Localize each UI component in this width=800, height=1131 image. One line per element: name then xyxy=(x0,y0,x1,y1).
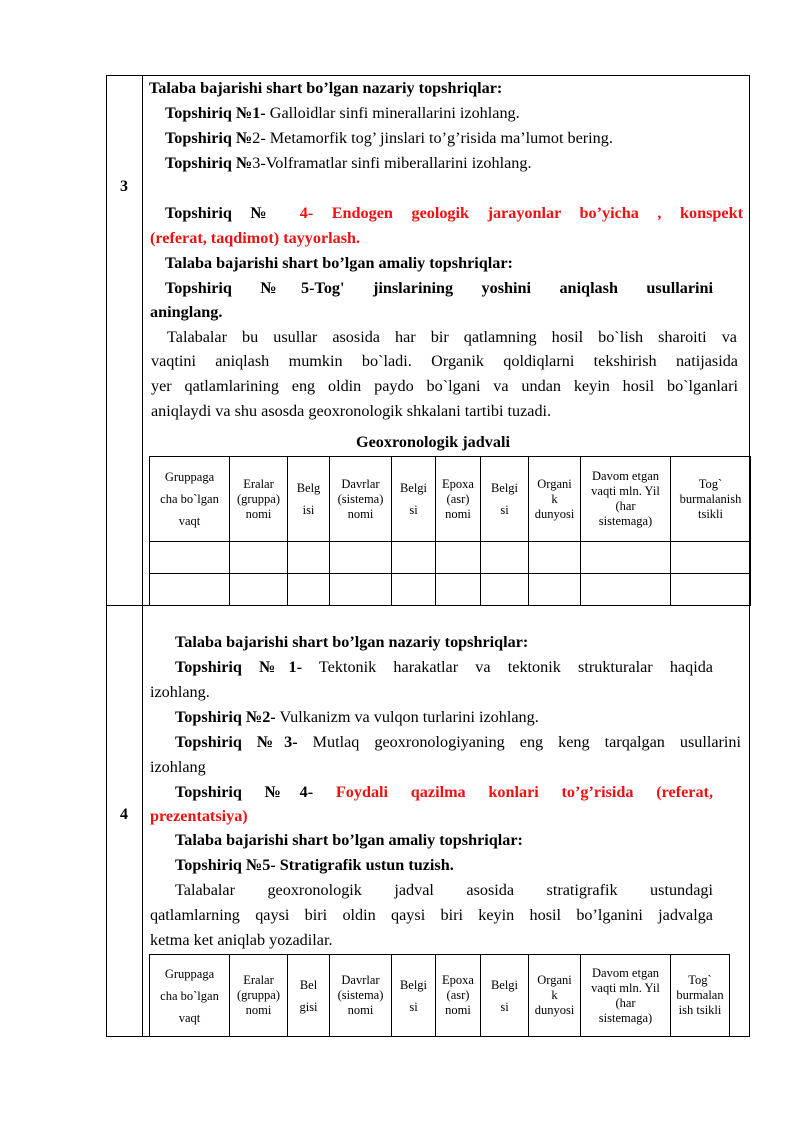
header-cell: Davom etgan vaqti mln. Yil (har sistemaga) xyxy=(581,457,671,542)
header-cell: Belg isi xyxy=(288,457,330,542)
header-cell: Gruppaga cha bo`lgan vaqt xyxy=(150,955,230,1037)
header-cell: Organi k dunyosi xyxy=(529,955,581,1037)
row4-theory-heading: Talaba bajarishi shart bo’lgan nazariy topshriqlar: xyxy=(175,633,529,651)
row4-task1-line1: Topshiriq №1- Tektonik harakatlar va tektonik strukturalar haqida xyxy=(175,658,713,676)
row3-practice-heading: Talaba bajarishi shart bo’lgan amaliy topshriqlar: xyxy=(165,254,513,272)
header-cell: Davrlar (sistema) nomi xyxy=(330,457,392,542)
column-divider xyxy=(142,75,143,1037)
row4-paragraph-line3: ketma ket aniqlab yozadilar. xyxy=(150,931,333,949)
row3-task1: Topshiriq №1- Galloidlar sinfi minerallarini izohlang. xyxy=(165,104,520,122)
header-cell: Belgi si xyxy=(481,955,529,1037)
row3-paragraph-line2: vaqtini aniqlash mumkin bo`ladi. Organik qoldiqlarni tekshirish natijasida xyxy=(151,352,738,370)
row4-task5: Topshiriq №5- Stratigrafik ustun tuzish. xyxy=(175,856,454,874)
row3-paragraph-line4: aniqlaydi va shu asosda geoxronologik shkalani tartibi tuzadi. xyxy=(151,402,552,420)
row3-paragraph-line1: Talabalar bu usullar asosida har bir qatlamning hosil bo`lish sharoiti va xyxy=(167,328,737,346)
row3-paragraph-line3: yer qatlamlarining eng oldin paydo bo`lgani va undan keyin hosil bo`lganlari xyxy=(151,377,738,395)
table-row xyxy=(150,542,751,574)
row4-task4-line1: Topshiriq №4- Foydali qazilma konlari to’g’risida (referat, xyxy=(175,783,713,801)
header-cell: Tog` burmalanish tsikli xyxy=(671,457,751,542)
header-cell: Eralar (gruppa) nomi xyxy=(230,955,288,1037)
header-cell: Epoxa (asr) nomi xyxy=(436,457,481,542)
header-cell: Organi k dunyosi xyxy=(529,457,581,542)
geochronology-table-2 xyxy=(149,954,730,1037)
row3-task2: Topshiriq №2- Metamorfik tog’ jinslari to’g’risida ma’lumot bering. xyxy=(165,129,613,147)
row4-task2: Topshiriq №2- Vulkanizm va vulqon turlarini izohlang. xyxy=(175,708,539,726)
row4-practice-heading: Talaba bajarishi shart bo’lgan amaliy topshriqlar: xyxy=(175,831,523,849)
header-cell: Davrlar (sistema) nomi xyxy=(330,955,392,1037)
row-number-4: 4 xyxy=(120,806,128,823)
header-cell: Belgi si xyxy=(392,955,436,1037)
header-cell: Epoxa (asr) nomi xyxy=(436,955,481,1037)
table-title: Geoxronologik jadvali xyxy=(356,433,510,451)
header-cell: Belgi si xyxy=(481,457,529,542)
header-cell: Belgi si xyxy=(392,457,436,542)
row4-task4-line2: prezentatsiya) xyxy=(150,807,248,825)
row3-task4-line2: (referat, taqdimot) tayyorlash. xyxy=(150,229,361,247)
row3-task4-line1: Topshiriq № 4- Endogen geologik jarayonlar bo’yicha , konspekt xyxy=(165,204,743,222)
row4-paragraph-line2: qatlamlarning qaysi biri oldin qaysi biri keyin hosil bo’lganini jadvalga xyxy=(150,906,713,924)
header-cell: Gruppaga cha bo`lgan vaqt xyxy=(150,457,230,542)
header-cell: Eralar (gruppa) nomi xyxy=(230,457,288,542)
row-number-3: 3 xyxy=(120,178,128,195)
header-cell: Tog` burmalan ish tsikli xyxy=(671,955,730,1037)
row3-theory-heading: Talaba bajarishi shart bo’lgan nazariy topshriqlar: xyxy=(149,79,503,97)
row3-task5-line1: Topshiriq №5-Tog' jinslarining yoshini aniqlash usullarini xyxy=(165,279,713,297)
row3-task5-line2: aninglang. xyxy=(150,303,223,321)
row4-paragraph-line1: Talabalar geoxronologik jadval asosida stratigrafik ustundagi xyxy=(175,881,713,899)
header-cell: Davom etgan vaqti mln. Yil (har sistemaga) xyxy=(581,955,671,1037)
row3-task3: Topshiriq №3-Volframatlar sinfi miberallarini izohlang. xyxy=(165,154,532,172)
row4-task3-line1: Topshiriq №3- Mutlaq geoxronologiyaning eng keng tarqalgan usullarini xyxy=(175,733,741,751)
row4-task3-line2: izohlang xyxy=(150,758,206,776)
header-cell: Bel gisi xyxy=(288,955,330,1037)
row4-task1-line2: izohlang. xyxy=(150,683,210,701)
table-row xyxy=(150,574,751,606)
geochronology-table-1 xyxy=(149,456,751,606)
